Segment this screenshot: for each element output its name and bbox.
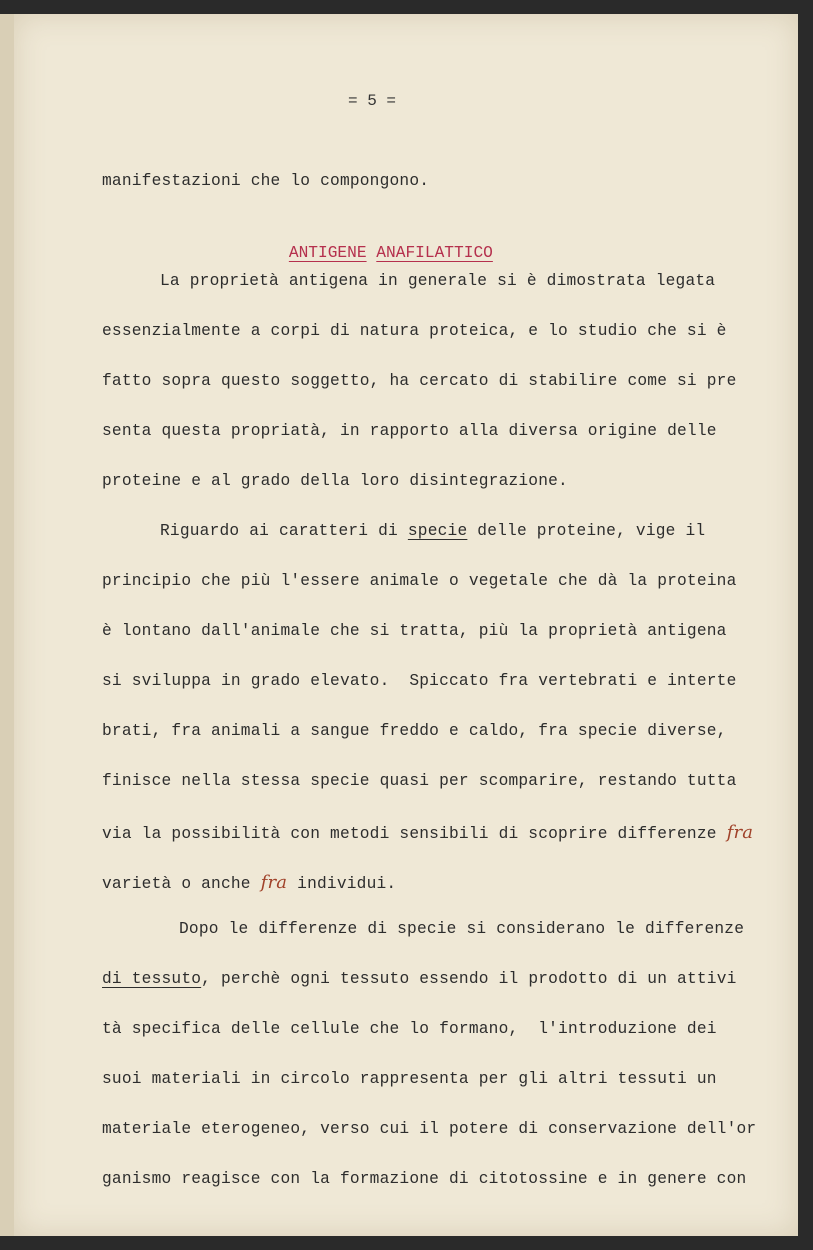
text-line: finisce nella stessa specie quasi per scomparire, restando tutta <box>102 772 737 790</box>
text-segment: , perchè ogni tessuto essendo il prodotto di un attivi <box>201 970 737 988</box>
text-line: brati, fra animali a sangue freddo e caldo, fra specie diverse, <box>102 722 727 740</box>
text-line: materiale eterogeneo, verso cui il potere di conservazione dell'or <box>102 1120 757 1138</box>
text-line: fatto sopra questo soggetto, ha cercato di stabilire come si pre <box>102 372 737 390</box>
handwritten-correction: fra <box>726 822 754 843</box>
text-line <box>102 970 737 988</box>
text-line: suoi materiali in circolo rappresenta per gli altri tessuti un <box>102 1070 717 1088</box>
text-line: è lontano dall'animale che si tratta, più la proprietà antigena <box>102 622 727 640</box>
underlined-term: specie <box>407 522 468 540</box>
text-line: proteine e al grado della loro disintegrazione. <box>102 472 568 490</box>
page-number: = 5 = <box>348 92 397 110</box>
text-line <box>160 522 705 540</box>
heading-word: ANTIGENE <box>288 244 367 262</box>
heading-word: ANAFILATTICO <box>376 244 493 262</box>
text-line: si sviluppa in grado elevato. Spiccato fra vertebrati e interte <box>102 672 737 690</box>
text-line: essenzialmente a corpi di natura proteica, e lo studio che si è <box>102 322 727 340</box>
text-segment: individui. <box>297 875 397 893</box>
text-segment: Riguardo ai caratteri di <box>160 522 398 540</box>
text-line <box>102 822 753 843</box>
document-page <box>14 14 798 1236</box>
underlined-term: di tessuto <box>102 970 202 988</box>
text-line: principio che più l'essere animale o vegetale che dà la proteina <box>102 572 737 590</box>
text-line: Dopo le differenze di specie si considerano le differenze <box>179 920 745 938</box>
text-segment: varietà o anche <box>102 875 251 893</box>
text-line: senta questa propriatà, in rapporto alla diversa origine delle <box>102 422 717 440</box>
book-gutter <box>0 14 14 1236</box>
text-line <box>102 872 396 893</box>
text-line: manifestazioni che lo compongono. <box>102 172 430 190</box>
text-line: ganismo reagisce con la formazione di citotossine e in genere con <box>102 1170 747 1188</box>
text-segment: delle proteine, vige il <box>477 522 706 540</box>
text-line: La proprietà antigena in generale si è dimostrata legata <box>160 272 716 290</box>
handwritten-correction: fra <box>260 872 288 893</box>
text-segment: via la possibilità con metodi sensibili di scoprire differenze <box>102 825 717 843</box>
text-line: tà specifica delle cellule che lo formano, l'introduzione dei <box>102 1020 717 1038</box>
